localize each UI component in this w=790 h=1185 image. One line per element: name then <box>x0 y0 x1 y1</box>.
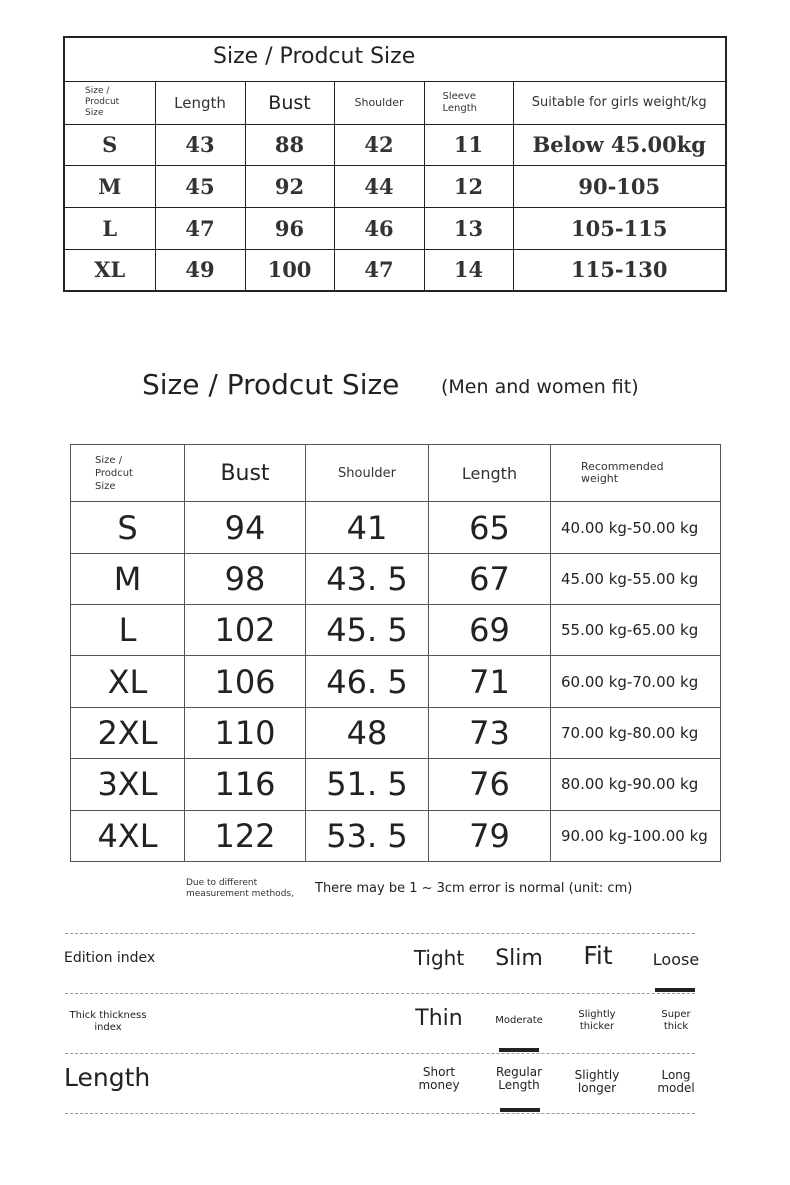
cell-shoulder: 45. 5 <box>306 605 429 656</box>
cell-size: XL <box>71 656 185 707</box>
cell-length: 73 <box>429 707 551 758</box>
cell-bust: 100 <box>245 249 334 290</box>
cell-length: 49 <box>155 249 245 290</box>
cell-length: 43 <box>155 124 245 166</box>
divider <box>65 1053 695 1054</box>
measurement-note-small: Due to different measurement methods, <box>186 878 294 899</box>
thickness-index-label: Thick thickness index <box>69 1010 147 1033</box>
divider <box>65 993 695 994</box>
table-row <box>65 249 725 290</box>
table-row <box>71 707 721 758</box>
cell-weight: 70.00 kg-80.00 kg <box>551 707 721 758</box>
cell-size: L <box>65 207 155 249</box>
table-row <box>65 207 725 249</box>
cell-sleeve: 13 <box>424 207 513 249</box>
length-option-long: Long model <box>657 1068 695 1095</box>
table-row <box>65 166 725 208</box>
edition-selected-marker <box>655 988 695 992</box>
table-row <box>71 656 721 707</box>
cell-length: 76 <box>429 759 551 810</box>
cell-size: S <box>65 124 155 166</box>
thickness-option-moderate: Moderate <box>495 1015 543 1026</box>
cell-weight: 45.00 kg-55.00 kg <box>551 553 721 604</box>
size-table-unisex-title: Size / Prodcut Size <box>142 368 400 401</box>
cell-shoulder: 51. 5 <box>306 759 429 810</box>
cell-weight: 105-115 <box>513 207 725 249</box>
header-sleeve: Sleeve Length <box>424 82 513 124</box>
fit-note: (Men and women fit) <box>441 376 639 398</box>
cell-bust: 122 <box>185 810 306 861</box>
thickness-selected-marker <box>499 1048 539 1052</box>
table-row <box>65 124 725 166</box>
header-size: Size / Prodcut Size <box>65 82 155 124</box>
divider <box>65 1113 695 1114</box>
table-row <box>71 553 721 604</box>
cell-length: 45 <box>155 166 245 208</box>
length-option-slightly-longer: Slightly longer <box>574 1068 620 1095</box>
cell-sleeve: 11 <box>424 124 513 166</box>
measurement-note: There may be 1 ~ 3cm error is normal (unit: cm) <box>315 881 633 896</box>
size-table-girls-title: Size / Prodcut Size <box>213 44 416 69</box>
cell-length: 67 <box>429 553 551 604</box>
cell-bust: 88 <box>245 124 334 166</box>
edition-option-loose: Loose <box>652 950 700 969</box>
edition-option-slim: Slim <box>495 946 543 971</box>
cell-bust: 116 <box>185 759 306 810</box>
cell-length: 79 <box>429 810 551 861</box>
header-weight: Recommended weight <box>551 445 721 502</box>
cell-size: 2XL <box>71 707 185 758</box>
edition-option-fit: Fit <box>583 941 613 970</box>
cell-shoulder: 47 <box>334 249 424 290</box>
size-table-girls-title-bar <box>65 38 725 82</box>
edition-index-label: Edition index <box>64 950 156 966</box>
cell-bust: 110 <box>185 707 306 758</box>
cell-shoulder: 42 <box>334 124 424 166</box>
table-header-row <box>71 445 721 502</box>
thickness-option-slightly-thicker: Slightly thicker <box>578 1009 616 1032</box>
cell-weight: 115-130 <box>513 249 725 290</box>
cell-bust: 98 <box>185 553 306 604</box>
thickness-option-thin: Thin <box>415 1006 463 1031</box>
cell-shoulder: 46. 5 <box>306 656 429 707</box>
cell-weight: 80.00 kg-90.00 kg <box>551 759 721 810</box>
header-shoulder: Shoulder <box>306 445 429 502</box>
cell-bust: 106 <box>185 656 306 707</box>
table-row <box>71 605 721 656</box>
cell-shoulder: 53. 5 <box>306 810 429 861</box>
header-size: Size / Prodcut Size <box>71 445 185 502</box>
cell-length: 65 <box>429 502 551 553</box>
length-selected-marker <box>500 1108 540 1112</box>
header-bust: Bust <box>185 445 306 502</box>
cell-size: 3XL <box>71 759 185 810</box>
cell-length: 47 <box>155 207 245 249</box>
cell-bust: 102 <box>185 605 306 656</box>
divider <box>65 933 695 934</box>
header-length: Length <box>155 82 245 124</box>
cell-bust: 92 <box>245 166 334 208</box>
header-bust: Bust <box>245 82 334 124</box>
cell-shoulder: 41 <box>306 502 429 553</box>
cell-shoulder: 46 <box>334 207 424 249</box>
edition-option-tight: Tight <box>413 946 465 970</box>
length-option-short: Short money <box>418 1065 460 1092</box>
length-index-label: Length <box>64 1063 151 1092</box>
cell-sleeve: 14 <box>424 249 513 290</box>
size-table-girls <box>63 36 727 292</box>
thickness-option-super-thick: Super thick <box>661 1009 691 1032</box>
cell-bust: 96 <box>245 207 334 249</box>
size-table-unisex <box>70 444 721 862</box>
cell-length: 71 <box>429 656 551 707</box>
cell-size: M <box>65 166 155 208</box>
cell-length: 69 <box>429 605 551 656</box>
length-option-regular: Regular Length <box>495 1065 543 1092</box>
cell-shoulder: 43. 5 <box>306 553 429 604</box>
table-row <box>71 502 721 553</box>
cell-weight: 90.00 kg-100.00 kg <box>551 810 721 861</box>
cell-weight: 90-105 <box>513 166 725 208</box>
cell-size: L <box>71 605 185 656</box>
table-header-row <box>65 82 725 124</box>
table-row <box>71 810 721 861</box>
cell-sleeve: 12 <box>424 166 513 208</box>
header-shoulder: Shoulder <box>334 82 424 124</box>
cell-size: XL <box>65 249 155 290</box>
cell-bust: 94 <box>185 502 306 553</box>
header-length: Length <box>429 445 551 502</box>
header-weight: Suitable for girls weight/kg <box>513 82 725 124</box>
cell-size: S <box>71 502 185 553</box>
cell-weight: 40.00 kg-50.00 kg <box>551 502 721 553</box>
table-row <box>71 759 721 810</box>
size-table-girls-grid <box>65 82 725 290</box>
cell-weight: 60.00 kg-70.00 kg <box>551 656 721 707</box>
cell-shoulder: 44 <box>334 166 424 208</box>
cell-shoulder: 48 <box>306 707 429 758</box>
cell-size: M <box>71 553 185 604</box>
cell-weight: Below 45.00kg <box>513 124 725 166</box>
cell-weight: 55.00 kg-65.00 kg <box>551 605 721 656</box>
cell-size: 4XL <box>71 810 185 861</box>
